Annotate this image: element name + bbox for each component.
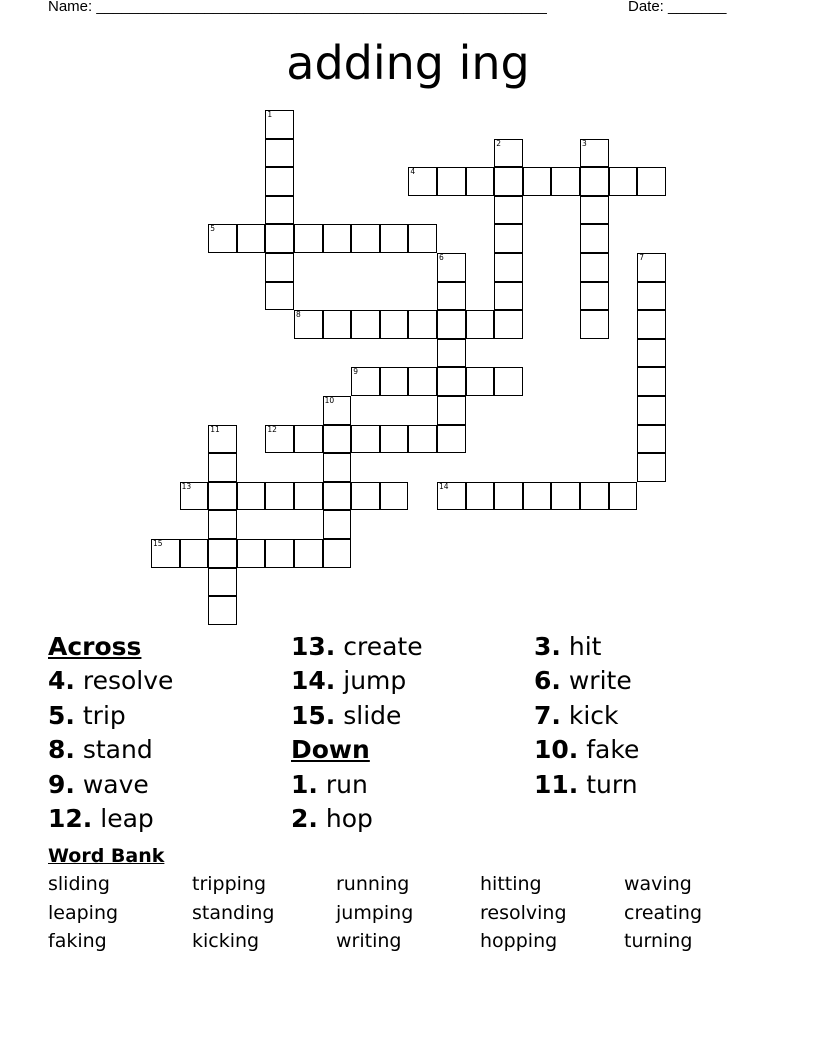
word-bank-word: kicking: [192, 930, 260, 952]
clue-text: run: [325, 769, 368, 799]
clue-across-9: [48, 768, 173, 802]
grid-cell[interactable]: [323, 539, 352, 568]
clue-number: 11.: [534, 769, 579, 799]
grid-cell[interactable]: [466, 167, 495, 196]
grid-cell[interactable]: [637, 310, 666, 339]
grid-cell[interactable]: [494, 196, 523, 225]
grid-cell[interactable]: [380, 425, 409, 454]
cell-number: 11: [210, 424, 220, 434]
clue-down-1: [291, 768, 423, 802]
clue-across-15: [291, 699, 423, 733]
grid-cell[interactable]: [208, 539, 237, 568]
grid-cell[interactable]: [637, 396, 666, 425]
date-field-label: Date: _______: [628, 0, 727, 15]
grid-cell[interactable]: [351, 367, 380, 396]
grid-cell[interactable]: [408, 367, 437, 396]
grid-cell[interactable]: [294, 425, 323, 454]
grid-cell[interactable]: [437, 482, 466, 511]
clue-across-12: [48, 802, 173, 836]
clue-text: kick: [568, 700, 619, 730]
cell-number: 1: [267, 110, 273, 119]
grid-cell[interactable]: [380, 224, 409, 253]
word-bank-word: faking: [48, 930, 107, 952]
cell-number: 3: [582, 138, 587, 148]
grid-cell[interactable]: [351, 482, 380, 511]
grid-cell[interactable]: [265, 425, 294, 454]
clue-number: 5.: [48, 700, 75, 730]
cell-number: 9: [353, 367, 358, 377]
grid-cell[interactable]: [265, 224, 294, 253]
clue-text: hit: [568, 632, 602, 661]
grid-cell[interactable]: [208, 224, 237, 253]
clue-number: 6.: [534, 666, 561, 696]
word-bank-word: creating: [624, 902, 703, 924]
cell-number: 4: [410, 167, 416, 177]
word-bank-word: leaping: [48, 902, 119, 924]
grid-cell[interactable]: [208, 510, 237, 539]
grid-cell[interactable]: [408, 310, 437, 339]
grid-cell[interactable]: [494, 167, 523, 196]
grid-cell[interactable]: [494, 310, 523, 339]
grid-cell[interactable]: [380, 367, 409, 396]
grid-cell[interactable]: [437, 282, 466, 311]
word-bank-word: jumping: [336, 902, 414, 924]
clue-number: 2.: [291, 804, 318, 834]
clue-text: wave: [82, 769, 149, 799]
word-bank-word: running: [336, 873, 410, 895]
clue-number: 8.: [48, 735, 75, 765]
grid-cell[interactable]: [351, 425, 380, 454]
cell-number: 14: [439, 481, 449, 491]
clue-across-5: [48, 699, 173, 733]
grid-cell[interactable]: [408, 167, 437, 196]
grid-cell[interactable]: [580, 253, 609, 282]
grid-cell[interactable]: [580, 224, 609, 253]
grid-cell[interactable]: [580, 196, 609, 225]
word-bank-word: standing: [192, 902, 275, 924]
grid-cell[interactable]: [437, 339, 466, 368]
grid-cell[interactable]: [323, 396, 352, 425]
cell-number: 8: [296, 310, 301, 320]
grid-cell[interactable]: [551, 482, 580, 511]
grid-cell[interactable]: [437, 310, 466, 339]
grid-cell[interactable]: [637, 425, 666, 454]
grid-cell[interactable]: [637, 367, 666, 396]
grid-cell[interactable]: [208, 453, 237, 482]
grid-cell[interactable]: [466, 482, 495, 511]
grid-cell[interactable]: [637, 282, 666, 311]
grid-cell[interactable]: [437, 367, 466, 396]
clue-number: 14.: [291, 666, 336, 696]
clue-down-11: [534, 768, 639, 802]
grid-cell[interactable]: [380, 310, 409, 339]
cell-number: 12: [267, 424, 277, 434]
grid-cell[interactable]: [208, 482, 237, 511]
grid-cell[interactable]: [580, 482, 609, 511]
grid-cell[interactable]: [437, 253, 466, 282]
clue-text: trip: [82, 700, 126, 730]
clue-text: create: [343, 632, 423, 661]
grid-cell[interactable]: [323, 453, 352, 482]
word-bank-word: waving: [624, 873, 692, 895]
clue-across-13: [291, 630, 423, 664]
grid-cell[interactable]: [265, 482, 294, 511]
down-heading: Down: [291, 735, 370, 765]
grid-cell[interactable]: [580, 139, 609, 168]
grid-cell[interactable]: [265, 110, 294, 139]
grid-cell[interactable]: [180, 482, 209, 511]
grid-cell[interactable]: [609, 482, 638, 511]
grid-cell[interactable]: [294, 310, 323, 339]
grid-cell[interactable]: [265, 253, 294, 282]
grid-cell[interactable]: [237, 539, 266, 568]
clue-number: 13.: [291, 632, 336, 661]
grid-cell[interactable]: [580, 282, 609, 311]
clue-text: jump: [343, 666, 407, 696]
clue-number: 4.: [48, 666, 75, 696]
grid-cell[interactable]: [523, 482, 552, 511]
word-bank-word: writing: [336, 930, 402, 952]
grid-cell[interactable]: [637, 453, 666, 482]
clue-number: 7.: [534, 700, 561, 730]
grid-cell[interactable]: [351, 310, 380, 339]
grid-cell[interactable]: [494, 224, 523, 253]
clue-number: 15.: [291, 700, 336, 730]
grid-cell[interactable]: [180, 539, 209, 568]
clue-column-1: [48, 630, 173, 836]
clue-text: resolve: [82, 666, 174, 696]
grid-cell[interactable]: [237, 482, 266, 511]
clue-number: 1.: [291, 769, 318, 799]
clue-number: 9.: [48, 769, 75, 799]
clue-across-4: [48, 664, 173, 698]
clue-text: write: [568, 666, 632, 696]
word-bank-word: hitting: [480, 873, 542, 895]
cell-number: 6: [439, 253, 444, 262]
clue-column-3: [534, 630, 639, 802]
grid-cell[interactable]: [265, 167, 294, 196]
word-bank-word: hopping: [480, 930, 558, 952]
grid-cell[interactable]: [294, 224, 323, 253]
clue-text: turn: [586, 769, 638, 799]
grid-cell[interactable]: [494, 367, 523, 396]
clue-down-2: [291, 802, 423, 836]
word-bank-word: tripping: [192, 873, 267, 895]
grid-cell[interactable]: [494, 139, 523, 168]
clue-text: hop: [325, 804, 373, 834]
grid-cell[interactable]: [580, 167, 609, 196]
clue-down-7: [534, 699, 639, 733]
clue-down-3: [534, 630, 639, 664]
grid-cell[interactable]: [323, 310, 352, 339]
word-bank-word: sliding: [48, 873, 110, 895]
grid-cell[interactable]: [437, 425, 466, 454]
across-heading: Across: [48, 632, 142, 661]
grid-cell[interactable]: [294, 539, 323, 568]
clue-text: fake: [586, 735, 640, 765]
grid-cell[interactable]: [237, 224, 266, 253]
grid-cell[interactable]: [323, 510, 352, 539]
clue-down-10: [534, 733, 639, 767]
clue-number: 10.: [534, 735, 579, 765]
grid-cell[interactable]: [637, 167, 666, 196]
grid-cell[interactable]: [551, 167, 580, 196]
grid-cell[interactable]: [323, 224, 352, 253]
grid-cell[interactable]: [466, 367, 495, 396]
grid-cell[interactable]: [494, 482, 523, 511]
grid-cell[interactable]: [380, 482, 409, 511]
grid-cell[interactable]: [351, 224, 380, 253]
page-title: adding ing: [286, 36, 530, 90]
cell-number: 15: [153, 539, 163, 548]
name-field-label: Name: ______________________________________________________: [48, 0, 547, 15]
word-bank-title: Word Bank: [48, 845, 165, 867]
grid-cell[interactable]: [494, 282, 523, 311]
clue-number: 12.: [48, 804, 93, 834]
grid-cell[interactable]: [265, 196, 294, 225]
cell-number: 2: [496, 138, 501, 148]
grid-cell[interactable]: [437, 167, 466, 196]
clue-text: slide: [343, 700, 402, 730]
grid-cell[interactable]: [265, 539, 294, 568]
grid-cell[interactable]: [408, 425, 437, 454]
grid-cell[interactable]: [523, 167, 552, 196]
clue-text: leap: [100, 804, 154, 834]
clue-number: 3.: [534, 632, 561, 661]
grid-cell[interactable]: [609, 167, 638, 196]
clue-down-6: [534, 664, 639, 698]
grid-cell[interactable]: [408, 224, 437, 253]
grid-cell[interactable]: [637, 253, 666, 282]
grid-cell[interactable]: [494, 253, 523, 282]
grid-cell[interactable]: [208, 568, 237, 597]
word-bank-word: resolving: [480, 902, 567, 924]
clue-column-2: [291, 630, 423, 836]
clue-text: stand: [82, 735, 153, 765]
grid-cell[interactable]: [265, 282, 294, 311]
grid-cell[interactable]: [580, 310, 609, 339]
word-bank-word: turning: [624, 930, 693, 952]
grid-cell[interactable]: [208, 425, 237, 454]
grid-cell[interactable]: [466, 310, 495, 339]
grid-cell[interactable]: [294, 482, 323, 511]
grid-cell[interactable]: [151, 539, 180, 568]
grid-cell[interactable]: [323, 482, 352, 511]
grid-cell[interactable]: [323, 425, 352, 454]
clue-across-14: [291, 664, 423, 698]
grid-cell[interactable]: [437, 396, 466, 425]
grid-cell[interactable]: [208, 596, 237, 625]
clue-across-8: [48, 733, 173, 767]
cell-number: 13: [181, 481, 192, 491]
cell-number: 10: [324, 396, 335, 405]
cell-number: 5: [210, 224, 215, 234]
grid-cell[interactable]: [637, 339, 666, 368]
cell-number: 7: [639, 253, 644, 262]
grid-cell[interactable]: [265, 139, 294, 168]
